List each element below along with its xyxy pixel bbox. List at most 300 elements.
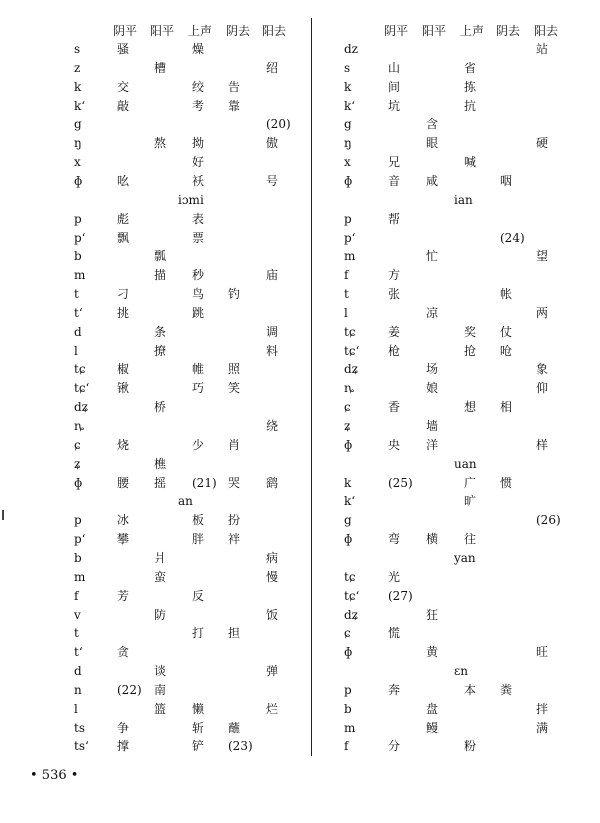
- initial-consonant: tɕ: [344, 324, 356, 339]
- table-cell: 蛮: [154, 569, 167, 584]
- initial-consonant: tɕʻ: [344, 343, 360, 358]
- initial-consonant: dʑ: [344, 362, 359, 377]
- table-cell: 仰: [536, 381, 549, 396]
- table-row: [0, 134, 310, 152]
- table-cell: 凉: [426, 305, 439, 320]
- table-row: [326, 474, 600, 492]
- initial-consonant: ʑ: [74, 456, 81, 471]
- initial-consonant: tʻ: [74, 645, 83, 660]
- table-cell: 抢: [464, 343, 477, 358]
- table-row: [326, 266, 600, 284]
- initial-consonant: ŋ: [74, 136, 82, 151]
- initial-consonant: m: [74, 569, 86, 584]
- initial-consonant: ȵ: [344, 381, 354, 396]
- table-cell: 南: [154, 682, 167, 697]
- table-cell: 两: [536, 305, 549, 320]
- initial-consonant: v: [74, 607, 81, 622]
- table-cell: 广: [464, 475, 477, 490]
- table-cell: 照: [228, 362, 241, 377]
- table-cell: 呛: [500, 343, 513, 358]
- table-cell: 弯: [388, 532, 401, 547]
- table-cell: (21): [192, 475, 217, 490]
- table-cell: 娘: [426, 381, 439, 396]
- table-cell: 刁: [117, 287, 130, 302]
- table-cell: 胖: [192, 532, 205, 547]
- initial-consonant: ɸ: [344, 173, 353, 188]
- table-cell: 想: [464, 400, 477, 415]
- table-cell: 争: [117, 720, 130, 735]
- initial-consonant: ʑ: [344, 419, 351, 433]
- table-cell: 吆: [117, 173, 130, 188]
- table-cell: 飘: [117, 230, 130, 245]
- initial-consonant: x: [344, 155, 351, 170]
- table-cell: 眼: [426, 136, 439, 151]
- table-row: [326, 700, 600, 718]
- table-row: [0, 40, 310, 58]
- table-cell: 奔: [388, 682, 401, 697]
- table-row: [0, 474, 310, 492]
- initial-consonant: m: [344, 720, 356, 735]
- table-cell: 描: [154, 268, 167, 283]
- header-cell: 上声: [188, 24, 213, 38]
- table-row: [326, 624, 600, 642]
- table-cell: 鹞: [266, 475, 279, 490]
- initial-consonant: ŋ: [344, 136, 352, 151]
- final-label: ɛn: [454, 664, 468, 679]
- initial-consonant: p: [74, 513, 82, 528]
- table-row: [0, 229, 310, 247]
- table-cell: 硬: [536, 136, 549, 151]
- table-cell: 拣: [464, 79, 477, 94]
- initial-consonant: t: [74, 287, 79, 302]
- initial-consonant: p: [344, 211, 352, 226]
- table-row: [326, 78, 600, 96]
- table-cell: 扮: [228, 513, 241, 528]
- table-row: [326, 153, 600, 171]
- table-cell: 摇: [154, 475, 167, 490]
- table-cell: 袄: [192, 173, 205, 188]
- initial-consonant: dʑ: [344, 607, 359, 622]
- table-row: [326, 229, 600, 247]
- table-row: [326, 134, 600, 152]
- table-cell: 盘: [426, 701, 439, 716]
- table-row: [0, 304, 310, 322]
- table-cell: 冰: [117, 513, 130, 528]
- initial-consonant: g: [344, 513, 352, 528]
- table-row: [326, 115, 600, 133]
- initial-consonant: tɕ: [344, 569, 356, 584]
- initial-consonant: kʻ: [344, 98, 356, 113]
- table-cell: 彪: [117, 211, 130, 226]
- table-row: [326, 379, 600, 397]
- table-cell: 攀: [117, 532, 130, 547]
- table-cell: 场: [426, 362, 439, 377]
- table-row: [326, 247, 600, 265]
- table-cell: (24): [500, 230, 525, 245]
- table-row: [326, 606, 600, 624]
- table-cell: 撩: [154, 343, 167, 358]
- table-cell: 靠: [228, 98, 241, 113]
- table-cell: 贪: [117, 645, 130, 660]
- table-row: [326, 417, 600, 435]
- initial-consonant: t: [344, 287, 349, 302]
- table-row: [0, 624, 310, 642]
- table-cell: 号: [266, 173, 279, 188]
- table-cell: 好: [192, 155, 205, 170]
- table-row: [326, 172, 600, 190]
- initial-consonant: m: [74, 268, 86, 283]
- initial-consonant: tɕʻ: [344, 588, 360, 603]
- table-cell: 饭: [266, 607, 279, 622]
- table-cell: 间: [388, 79, 401, 94]
- header-cell: 阳平: [150, 24, 175, 38]
- table-cell: 帷: [192, 362, 205, 377]
- table-row: [326, 492, 600, 510]
- initial-consonant: p: [344, 682, 352, 697]
- table-row: [0, 360, 310, 378]
- table-cell: (22): [117, 682, 142, 697]
- table-cell: 熬: [154, 136, 167, 151]
- table-cell: 姜: [388, 324, 401, 339]
- table-cell: 狂: [426, 607, 439, 622]
- table-cell: 拗: [192, 136, 205, 151]
- table-row: [0, 568, 310, 586]
- table-cell: 坑: [388, 98, 401, 113]
- table-cell: 张: [388, 287, 401, 302]
- table-cell: 样: [536, 437, 549, 452]
- table-cell: 烧: [117, 437, 130, 452]
- table-row: [0, 153, 310, 171]
- table-cell: 挑: [117, 305, 130, 320]
- table-cell: 咸: [426, 173, 439, 188]
- table-row: [0, 700, 310, 718]
- initial-consonant: f: [344, 268, 349, 283]
- table-cell: 骚: [117, 42, 130, 56]
- table-cell: 巧: [192, 381, 205, 396]
- table-cell: 表: [192, 211, 205, 226]
- table-row: [326, 737, 600, 755]
- header-cell: 阳去: [534, 24, 559, 38]
- initial-consonant: tɕ: [74, 362, 86, 377]
- table-row: [326, 568, 600, 586]
- initial-consonant: pʻ: [74, 230, 86, 245]
- initial-consonant: m: [344, 249, 356, 264]
- initial-consonant: kʻ: [74, 98, 86, 113]
- initial-consonant: ɕ: [344, 400, 351, 415]
- table-row: [0, 417, 310, 435]
- section-heading: [0, 492, 310, 510]
- table-cell: 绕: [266, 419, 279, 433]
- initial-consonant: s: [344, 60, 351, 75]
- final-label: iɔmi: [178, 192, 204, 207]
- table-row: [0, 59, 310, 77]
- initial-consonant: b: [74, 550, 82, 565]
- initial-consonant: l: [344, 305, 348, 320]
- table-cell: 篮: [154, 701, 167, 716]
- table-cell: 墙: [426, 419, 439, 433]
- table-cell: 少: [192, 437, 205, 452]
- header-cell: 阳平: [422, 24, 447, 38]
- table-cell: 庙: [266, 268, 279, 283]
- initial-consonant: f: [344, 739, 349, 754]
- table-cell: 桥: [154, 400, 167, 415]
- final-label: uan: [454, 456, 477, 471]
- initial-consonant: ɕ: [344, 626, 351, 641]
- initial-consonant: pʻ: [74, 532, 86, 547]
- table-row: [0, 247, 310, 265]
- table-cell: 旺: [536, 645, 549, 660]
- initial-consonant: t: [74, 626, 79, 641]
- table-cell: 枪: [388, 343, 401, 358]
- table-row: [0, 549, 310, 567]
- initial-consonant: tʻ: [74, 305, 83, 320]
- table-row: [326, 681, 600, 699]
- table-cell: 料: [266, 343, 279, 358]
- table-row: [0, 210, 310, 228]
- initial-consonant: f: [74, 588, 79, 603]
- table-cell: 奖: [464, 324, 477, 339]
- table-row: [0, 530, 310, 548]
- initial-consonant: g: [344, 117, 352, 132]
- table-cell: 蘸: [228, 720, 241, 735]
- initial-consonant: x: [74, 155, 81, 170]
- table-cell: 考: [192, 98, 205, 113]
- table-cell: 洋: [426, 437, 439, 452]
- table-cell: 分: [388, 739, 401, 754]
- table-row: [0, 436, 310, 454]
- initial-consonant: p: [74, 211, 82, 226]
- table-cell: 燥: [192, 42, 205, 56]
- table-cell: 防: [154, 607, 167, 622]
- right-header-row: [326, 22, 600, 40]
- table-cell: 粪: [500, 682, 513, 697]
- table-row: [0, 719, 310, 737]
- initial-consonant: g: [74, 117, 82, 132]
- table-row: [0, 662, 310, 680]
- header-cell: 阳去: [262, 24, 287, 38]
- initial-consonant: d: [74, 664, 82, 679]
- table-cell: 反: [192, 588, 205, 603]
- table-cell: 肖: [228, 437, 241, 452]
- initial-consonant: tɕʻ: [74, 381, 90, 396]
- table-cell: 本: [464, 682, 477, 697]
- initial-consonant: dʑ: [74, 400, 89, 415]
- table-cell: 鳗: [426, 720, 439, 735]
- table-cell: 烂: [266, 701, 279, 716]
- section-heading: [326, 455, 600, 473]
- table-row: [326, 587, 600, 605]
- table-cell: (25): [388, 475, 413, 490]
- table-cell: 咽: [500, 173, 513, 188]
- table-cell: 条: [154, 324, 167, 339]
- initial-consonant: pʻ: [344, 230, 356, 245]
- initial-consonant: ɸ: [344, 437, 353, 452]
- final-label: yan: [454, 550, 476, 565]
- table-row: [0, 606, 310, 624]
- initial-consonant: ts: [74, 720, 85, 735]
- table-row: [326, 304, 600, 322]
- table-cell: 铲: [192, 739, 205, 754]
- table-cell: 慢: [266, 569, 279, 584]
- table-cell: 香: [388, 400, 401, 415]
- page-number: • 536 •: [30, 768, 79, 783]
- table-cell: 弹: [266, 664, 279, 679]
- initial-consonant: ɸ: [74, 475, 83, 490]
- table-cell: 敲: [117, 98, 130, 113]
- table-cell: 交: [117, 79, 130, 94]
- table-row: [0, 587, 310, 605]
- table-cell: 喊: [464, 155, 477, 170]
- table-row: [326, 530, 600, 548]
- table-cell: 帐: [500, 287, 513, 302]
- table-row: [0, 511, 310, 529]
- table-cell: 谈: [154, 664, 167, 679]
- table-cell: 相: [500, 400, 513, 415]
- table-row: [326, 398, 600, 416]
- section-heading: [326, 549, 600, 567]
- table-cell: 芳: [117, 588, 130, 603]
- table-cell: 粉: [464, 739, 477, 754]
- table-cell: 旷: [464, 494, 477, 509]
- table-cell: 拌: [536, 701, 549, 716]
- table-cell: 樵: [154, 456, 167, 471]
- table-cell: 跳: [192, 305, 205, 320]
- table-cell: 横: [426, 532, 439, 547]
- table-cell: 满: [536, 720, 549, 735]
- table-row: [0, 398, 310, 416]
- table-cell: 爿: [154, 550, 167, 565]
- initial-consonant: d: [74, 324, 82, 339]
- table-cell: 病: [266, 550, 279, 565]
- table-row: [0, 681, 310, 699]
- table-cell: 调: [266, 324, 279, 339]
- table-cell: 站: [536, 42, 549, 56]
- table-cell: 含: [426, 117, 439, 132]
- table-cell: 斩: [192, 720, 205, 735]
- table-row: [0, 172, 310, 190]
- initial-consonant: s: [74, 42, 81, 56]
- table-cell: 鸟: [192, 287, 205, 302]
- header-cell: 阴去: [496, 24, 521, 38]
- table-cell: 懒: [192, 701, 205, 716]
- table-cell: 仗: [500, 324, 513, 339]
- table-cell: 抗: [464, 98, 477, 113]
- section-heading: [326, 191, 600, 209]
- table-cell: (20): [266, 117, 291, 132]
- table-cell: 板: [192, 513, 205, 528]
- header-cell: 上声: [460, 24, 485, 38]
- table-row: [0, 323, 310, 341]
- table-cell: 打: [192, 626, 205, 641]
- table-row: [326, 719, 600, 737]
- table-row: [326, 342, 600, 360]
- table-cell: 往: [464, 532, 477, 547]
- table-cell: 担: [228, 626, 241, 641]
- initial-consonant: z: [74, 60, 81, 75]
- header-cell: 阴去: [226, 24, 251, 38]
- table-row: [0, 115, 310, 133]
- table-row: [0, 643, 310, 661]
- initial-consonant: l: [74, 343, 78, 358]
- left-header-row: [0, 22, 310, 40]
- table-row: [326, 285, 600, 303]
- table-row: [0, 78, 310, 96]
- table-cell: (26): [536, 513, 561, 528]
- initial-consonant: b: [74, 249, 82, 264]
- table-cell: 槽: [154, 60, 167, 75]
- table-cell: 央: [388, 437, 401, 452]
- table-row: [0, 266, 310, 284]
- table-cell: 方: [388, 268, 401, 283]
- table-cell: 椒: [117, 362, 130, 377]
- table-cell: 秒: [192, 268, 205, 283]
- initial-consonant: ɸ: [74, 173, 83, 188]
- final-label: an: [178, 494, 193, 509]
- initial-consonant: k: [344, 79, 352, 94]
- initial-consonant: kʻ: [344, 494, 356, 509]
- section-heading: [0, 191, 310, 209]
- table-cell: 撑: [117, 739, 130, 754]
- table-cell: 告: [228, 79, 241, 94]
- table-row: [0, 342, 310, 360]
- header-cell: 阴平: [384, 24, 409, 38]
- table-row: [0, 379, 310, 397]
- margin-mark: [2, 510, 4, 520]
- initial-consonant: n: [74, 682, 82, 697]
- table-row: [326, 59, 600, 77]
- table-cell: 音: [388, 173, 401, 188]
- table-cell: 绍: [266, 60, 279, 75]
- initial-consonant: ɸ: [344, 645, 353, 660]
- table-cell: 腰: [117, 475, 130, 490]
- section-heading: [326, 662, 600, 680]
- table-cell: 袢: [228, 532, 241, 547]
- table-cell: 望: [536, 249, 549, 264]
- table-cell: 慌: [388, 626, 401, 641]
- table-cell: 哭: [228, 475, 241, 490]
- table-cell: 钓: [228, 287, 241, 302]
- table-cell: 绞: [192, 79, 205, 94]
- initial-consonant: tsʻ: [74, 739, 89, 754]
- table-row: [326, 210, 600, 228]
- table-row: [326, 643, 600, 661]
- table-cell: 票: [192, 230, 205, 245]
- header-cell: 阴平: [113, 24, 138, 38]
- initial-consonant: dz: [344, 42, 359, 56]
- initial-consonant: k: [74, 79, 82, 94]
- table-cell: (23): [228, 739, 253, 754]
- column-divider: [311, 18, 312, 756]
- table-cell: 黄: [426, 645, 439, 660]
- table-row: [0, 97, 310, 115]
- table-cell: 惯: [500, 475, 513, 490]
- table-row: [0, 737, 310, 755]
- table-cell: 光: [388, 569, 401, 584]
- table-cell: 帮: [388, 211, 401, 226]
- table-row: [326, 360, 600, 378]
- table-row: [326, 97, 600, 115]
- initial-consonant: l: [74, 701, 78, 716]
- table-row: [326, 511, 600, 529]
- table-row: [326, 40, 600, 58]
- table-cell: 忙: [426, 249, 439, 264]
- table-cell: (27): [388, 588, 413, 603]
- table-row: [0, 455, 310, 473]
- initial-consonant: ɸ: [344, 532, 353, 547]
- final-label: ian: [454, 192, 473, 207]
- table-cell: 锹: [117, 381, 130, 396]
- table-cell: 兄: [388, 155, 401, 170]
